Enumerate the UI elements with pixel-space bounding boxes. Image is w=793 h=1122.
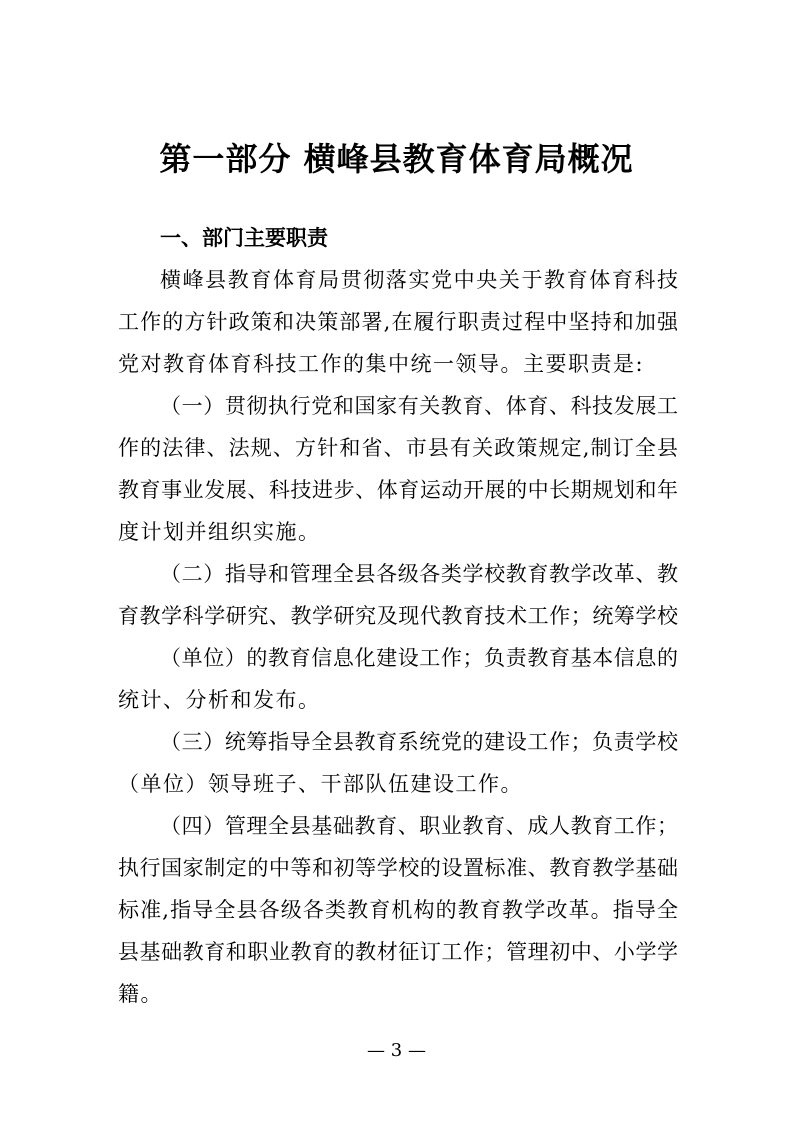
body-line: 标准,指导全县各级各类教育机构的教育教学改革。指导全: [118, 898, 678, 922]
body-line: 育教学科学研究、教学研究及现代教育技术工作；统筹学校: [118, 604, 678, 628]
page-number: — 3 —: [367, 1040, 426, 1061]
body-line: 县基础教育和职业教育的教材征订工作；管理初中、小学学: [118, 940, 678, 964]
body-line: 教育事业发展、科技进步、体育运动开展的中长期规划和年: [118, 478, 678, 502]
body-line: 执行国家制定的中等和初等学校的设置标准、教育教学基础: [118, 856, 678, 880]
body-line: 横峰县教育体育局贯彻落实党中央关于教育体育科技: [160, 268, 678, 292]
body-line: （单位）领导班子、干部队伍建设工作。: [118, 772, 523, 796]
body-line: （一）贯彻执行党和国家有关教育、体育、科技发展工: [160, 394, 678, 418]
body-line: 党对教育体育科技工作的集中统一领导。主要职责是:: [118, 352, 645, 376]
document-body: [118, 259, 678, 1015]
body-line: 籍。: [118, 982, 163, 1006]
body-line: （二）指导和管理全县各级各类学校教育教学改革、教: [160, 562, 678, 586]
section-heading: 一、部门主要职责: [160, 226, 328, 250]
body-line: 工作的方针政策和决策部署,在履行职责过程中坚持和加强: [118, 310, 678, 334]
document-title: 第一部分 横峰县教育体育局概况: [159, 140, 634, 178]
body-line: 度计划并组织实施。: [118, 520, 321, 544]
body-line: （三）统筹指导全县教育系统党的建设工作；负责学校: [160, 730, 678, 754]
body-line: （单位）的教育信息化建设工作；负责教育基本信息的: [160, 646, 678, 670]
body-line: 作的法律、法规、方针和省、市县有关政策规定,制订全县: [118, 436, 678, 460]
body-line: 统计、分析和发布。: [118, 688, 321, 712]
body-line: （四）管理全县基础教育、职业教育、成人教育工作；: [160, 814, 678, 838]
